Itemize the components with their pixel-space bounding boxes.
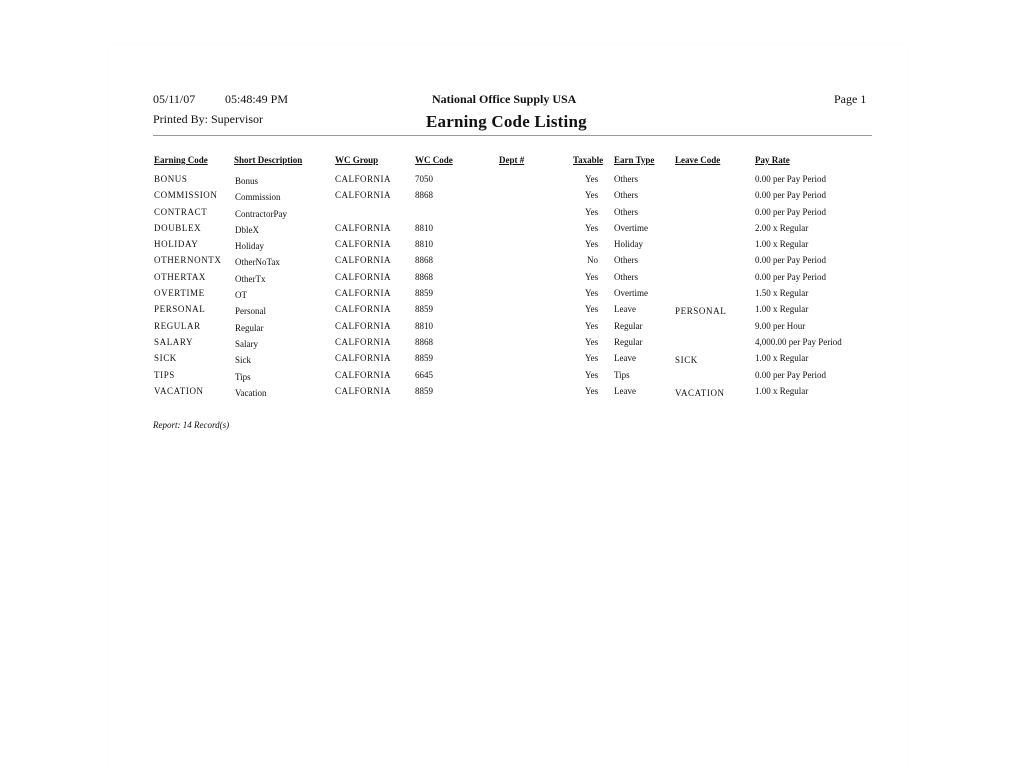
cell-wc-code: 8868 bbox=[415, 190, 433, 201]
col-pay-rate: Pay Rate bbox=[755, 155, 790, 165]
cell-earn-type: Others bbox=[614, 255, 638, 266]
cell-earning-code: OTHERTAX bbox=[154, 271, 207, 282]
cell-taxable: Yes bbox=[585, 222, 599, 233]
cell-earn-type: Regular bbox=[614, 336, 643, 347]
company-name: National Office Supply USA bbox=[432, 92, 577, 106]
cell-wc-code: 8859 bbox=[415, 385, 433, 396]
cell-short-description: Holiday bbox=[235, 241, 264, 252]
cell-wc-code: 8859 bbox=[415, 288, 433, 299]
cell-taxable: Yes bbox=[585, 190, 599, 201]
earning-code-table bbox=[0, 174, 1024, 402]
cell-taxable: Yes bbox=[585, 271, 599, 282]
cell-wc-code: 8859 bbox=[415, 304, 433, 315]
cell-wc-group: CALFORNIA bbox=[335, 353, 392, 364]
table-row bbox=[0, 174, 1024, 190]
cell-earning-code: OVERTIME bbox=[154, 288, 205, 299]
table-row bbox=[0, 255, 1024, 271]
cell-earning-code: TIPS bbox=[154, 369, 175, 380]
col-earn-type: Earn Type bbox=[614, 155, 655, 165]
page-number: Page 1 bbox=[834, 92, 867, 106]
table-row bbox=[0, 288, 1024, 304]
cell-earn-type: Others bbox=[614, 174, 638, 184]
cell-wc-group: CALFORNIA bbox=[335, 320, 392, 331]
report-title: Earning Code Listing bbox=[426, 112, 587, 131]
cell-earning-code: VACATION bbox=[154, 385, 204, 396]
cell-pay-rate: 1.00 x Regular bbox=[755, 239, 809, 250]
table-row bbox=[0, 190, 1024, 206]
cell-taxable: Yes bbox=[585, 320, 599, 331]
cell-earn-type: Others bbox=[614, 190, 638, 201]
cell-taxable: Yes bbox=[585, 206, 599, 217]
report-date: 05/11/07 bbox=[153, 92, 196, 106]
cell-leave-code: PERSONAL bbox=[675, 306, 727, 317]
cell-wc-code: 7050 bbox=[415, 174, 433, 184]
cell-wc-group: CALFORNIA bbox=[335, 174, 392, 184]
table-row bbox=[0, 223, 1024, 239]
table-row bbox=[0, 321, 1024, 337]
cell-short-description: Personal bbox=[235, 306, 266, 317]
cell-wc-code: 8810 bbox=[415, 239, 433, 250]
table-row bbox=[0, 353, 1024, 369]
cell-earn-type: Leave bbox=[614, 353, 636, 364]
table-row bbox=[0, 337, 1024, 353]
cell-earn-type: Overtime bbox=[614, 288, 648, 299]
cell-wc-code: 8868 bbox=[415, 271, 433, 282]
cell-earning-code: BONUS bbox=[154, 174, 188, 184]
table-row bbox=[0, 239, 1024, 255]
cell-wc-code: 6645 bbox=[415, 369, 433, 380]
cell-wc-code: 8868 bbox=[415, 336, 433, 347]
cell-leave-code: SICK bbox=[675, 355, 698, 366]
cell-earn-type: Holiday bbox=[614, 239, 643, 250]
cell-pay-rate: 0.00 per Pay Period bbox=[755, 190, 826, 201]
cell-pay-rate: 9.00 per Hour bbox=[755, 320, 806, 331]
col-wc-group: WC Group bbox=[335, 155, 379, 165]
table-row bbox=[0, 386, 1024, 402]
cell-wc-group: CALFORNIA bbox=[335, 336, 392, 347]
cell-pay-rate: 4,000.00 per Pay Period bbox=[755, 336, 842, 347]
col-wc-code: WC Code bbox=[415, 155, 453, 165]
cell-wc-group: CALFORNIA bbox=[335, 239, 392, 250]
cell-taxable: Yes bbox=[585, 369, 599, 380]
cell-earn-type: Regular bbox=[614, 320, 643, 331]
cell-pay-rate: 1.50 x Regular bbox=[755, 288, 809, 299]
cell-taxable: Yes bbox=[585, 353, 599, 364]
cell-short-description: Sick bbox=[235, 355, 252, 366]
cell-taxable: Yes bbox=[585, 304, 599, 315]
cell-pay-rate: 0.00 per Pay Period bbox=[755, 206, 826, 217]
cell-taxable: No bbox=[587, 255, 598, 266]
cell-pay-rate: 1.00 x Regular bbox=[755, 353, 809, 364]
cell-earn-type: Leave bbox=[614, 385, 636, 396]
cell-short-description: OtherNoTax bbox=[235, 257, 280, 268]
cell-short-description: Vacation bbox=[235, 387, 267, 398]
cell-leave-code: VACATION bbox=[675, 387, 725, 398]
cell-short-description: Salary bbox=[235, 338, 258, 349]
col-short-description: Short Description bbox=[234, 155, 303, 165]
cell-short-description: ContractorPay bbox=[235, 208, 287, 219]
cell-short-description: OtherTx bbox=[235, 273, 266, 284]
cell-earn-type: Overtime bbox=[614, 222, 648, 233]
cell-short-description: Bonus bbox=[235, 176, 259, 186]
cell-wc-group: CALFORNIA bbox=[335, 385, 392, 396]
cell-earn-type: Others bbox=[614, 206, 638, 217]
col-taxable: Taxable bbox=[573, 155, 604, 165]
record-count: Report: 14 Record(s) bbox=[153, 420, 230, 430]
cell-taxable: Yes bbox=[585, 385, 599, 396]
cell-taxable: Yes bbox=[585, 239, 599, 250]
table-row bbox=[0, 207, 1024, 223]
cell-wc-group: CALFORNIA bbox=[335, 271, 392, 282]
report-page bbox=[108, 44, 908, 768]
table-row bbox=[0, 370, 1024, 386]
printed-by: Printed By: Supervisor bbox=[153, 112, 263, 126]
cell-earning-code: COMMISSION bbox=[154, 190, 218, 201]
cell-earning-code: SICK bbox=[154, 353, 177, 364]
cell-earn-type: Others bbox=[614, 271, 638, 282]
cell-wc-group: CALFORNIA bbox=[335, 304, 392, 315]
cell-short-description: DbleX bbox=[235, 224, 259, 235]
cell-pay-rate: 1.00 x Regular bbox=[755, 304, 809, 315]
cell-wc-group: CALFORNIA bbox=[335, 222, 392, 233]
cell-taxable: Yes bbox=[585, 288, 599, 299]
cell-taxable: Yes bbox=[585, 336, 599, 347]
cell-earning-code: OTHERNONTX bbox=[154, 255, 222, 266]
cell-earning-code: CONTRACT bbox=[154, 206, 208, 217]
cell-earning-code: HOLIDAY bbox=[154, 239, 199, 250]
cell-pay-rate: 0.00 per Pay Period bbox=[755, 369, 826, 380]
cell-earning-code: SALARY bbox=[154, 336, 194, 347]
cell-earn-type: Leave bbox=[614, 304, 636, 315]
cell-short-description: Regular bbox=[235, 322, 264, 333]
cell-earning-code: PERSONAL bbox=[154, 304, 206, 315]
cell-pay-rate: 2.00 x Regular bbox=[755, 222, 809, 233]
cell-wc-group: CALFORNIA bbox=[335, 190, 392, 201]
cell-wc-group: CALFORNIA bbox=[335, 288, 392, 299]
col-dept: Dept # bbox=[499, 155, 525, 165]
cell-pay-rate: 0.00 per Pay Period bbox=[755, 174, 826, 184]
cell-wc-code: 8810 bbox=[415, 222, 433, 233]
cell-wc-group: CALFORNIA bbox=[335, 255, 392, 266]
col-leave-code: Leave Code bbox=[675, 155, 721, 165]
cell-short-description: OT bbox=[235, 290, 247, 301]
cell-wc-group: CALFORNIA bbox=[335, 369, 392, 380]
cell-earn-type: Tips bbox=[614, 369, 630, 380]
table-row bbox=[0, 272, 1024, 288]
cell-earning-code: REGULAR bbox=[154, 320, 201, 331]
cell-short-description: Commission bbox=[235, 192, 281, 203]
header-divider bbox=[153, 135, 872, 136]
cell-pay-rate: 0.00 per Pay Period bbox=[755, 255, 826, 266]
col-earning-code: Earning Code bbox=[154, 155, 208, 165]
cell-earning-code: DOUBLEX bbox=[154, 222, 202, 233]
cell-taxable: Yes bbox=[585, 174, 599, 184]
table-row bbox=[0, 304, 1024, 320]
cell-wc-code: 8810 bbox=[415, 320, 433, 331]
cell-pay-rate: 1.00 x Regular bbox=[755, 385, 809, 396]
cell-short-description: Tips bbox=[235, 371, 251, 382]
cell-wc-code: 8859 bbox=[415, 353, 433, 364]
cell-wc-code: 8868 bbox=[415, 255, 433, 266]
cell-pay-rate: 0.00 per Pay Period bbox=[755, 271, 826, 282]
report-time: 05:48:49 PM bbox=[225, 92, 289, 106]
